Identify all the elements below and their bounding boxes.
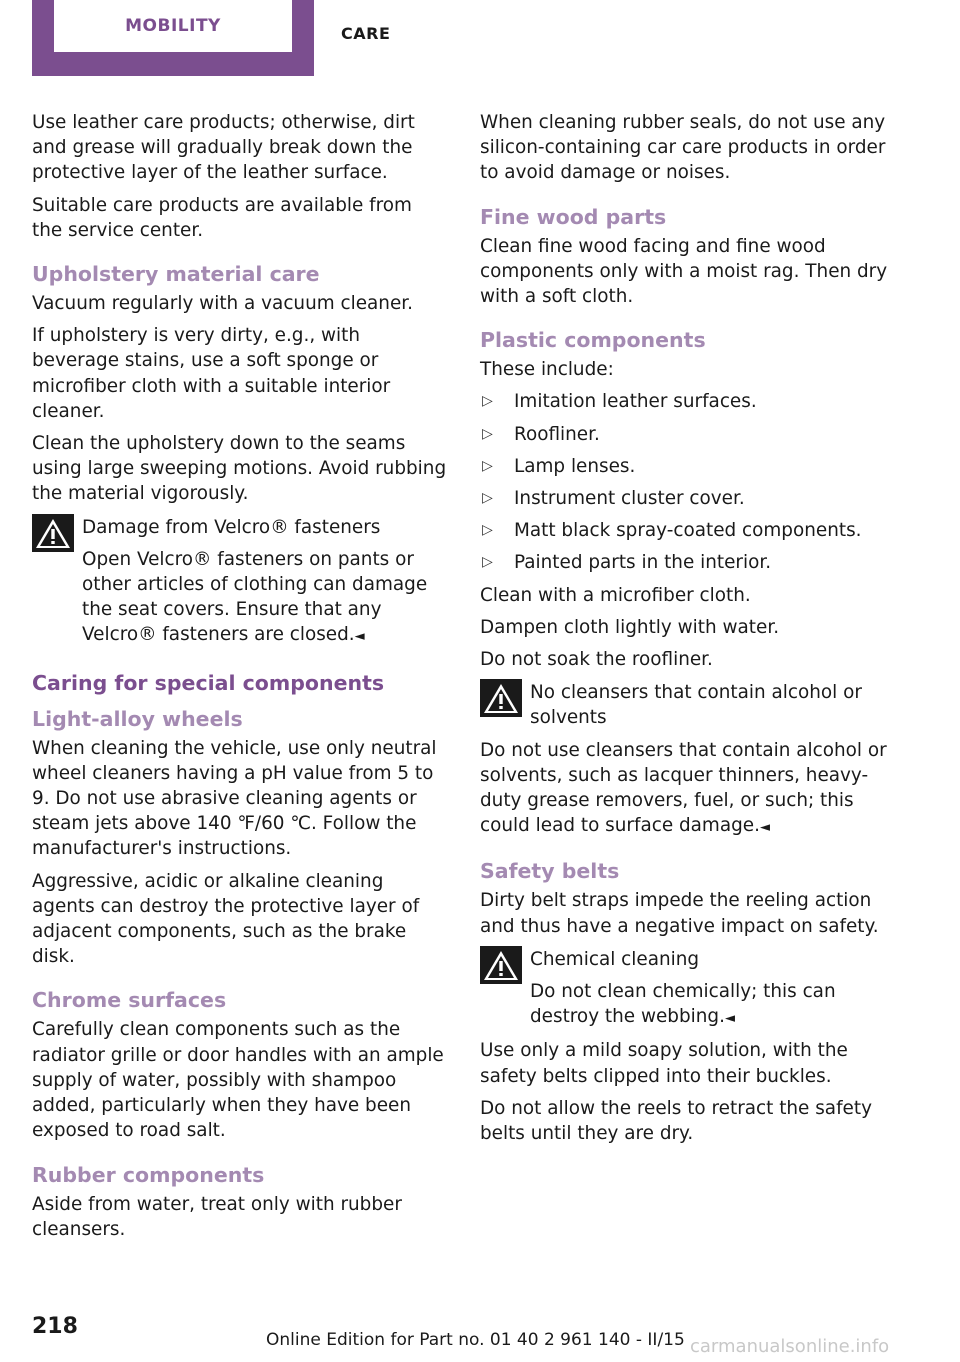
list-item	[480, 454, 895, 479]
bullet-icon: ▷	[482, 393, 493, 410]
paragraph: Do not soak the roofliner.	[480, 649, 713, 671]
paragraph: Clean the upholstery down to the seams using large sweeping motions. Avoid rubbing the material vigorously.	[32, 433, 447, 505]
warning-title: Damage from Velcro® fasteners	[82, 516, 381, 538]
warning-text: Do not clean chemically; this can destroy the webbing.	[530, 981, 836, 1028]
paragraph: Do not allow the reels to retract the safety belts until they are dry.	[480, 1097, 872, 1145]
paragraph: Use only a mild soapy solution, with the safety belts clipped into their buckles.	[480, 1040, 848, 1087]
warning-block	[32, 514, 447, 650]
warning-text-wrap	[32, 547, 447, 650]
paragraph: Use leather care products; otherwise, dirt and grease will gradually break down the protective layer of the leather surface.	[32, 112, 415, 184]
section-heading-upholstery: Upholstery material care	[32, 262, 320, 287]
paragraph: Carefully clean components such as the radiator grille or door handles with an ample supply of water, possibly with shampoo added, particularly when they have been exposed to road salt.	[32, 1019, 444, 1142]
warning-icon	[32, 514, 74, 552]
section-heading-rubber: Rubber components	[32, 1162, 265, 1187]
paragraph: Dirty belt straps impede the reeling action and thus have a negative impact on safety.	[480, 890, 879, 937]
section-heading-plastic: Plastic components	[480, 328, 706, 353]
warning-title: Chemical cleaning	[530, 948, 700, 970]
list-item-text: Roofliner.	[514, 423, 600, 445]
list-item-text: Lamp lenses.	[514, 455, 636, 477]
bullet-icon: ▷	[482, 522, 493, 539]
warning-body	[32, 547, 447, 650]
warning-text-wrap	[480, 738, 895, 841]
paragraph: Clean fine wood facing and fine wood components only with a moist rag. Then dry with a soft cloth.	[480, 235, 888, 308]
paragraph: Suitable care products are available from the service center.	[32, 194, 412, 241]
bullet-icon: ▷	[482, 490, 493, 507]
paragraph: Aggressive, acidic or alkaline cleaning agents can destroy the protective layer of adjacent components, such as the brake disk.	[32, 870, 420, 968]
end-mark: ◄	[354, 629, 365, 645]
paragraph: If upholstery is very dirty, e.g., with beverage stains, use a soft sponge or microfiber cloth with a suitable interior cleaner.	[32, 325, 391, 422]
paragraph: Dampen cloth lightly with water.	[480, 616, 780, 638]
list-item	[480, 486, 895, 511]
end-mark: ◄	[724, 1011, 735, 1027]
warning-text-wrap	[480, 979, 895, 1031]
paragraph: When cleaning rubber seals, do not use any silicon-containing car care products in order to avoid damage or noises.	[480, 112, 886, 184]
warning-block	[480, 946, 895, 1032]
section-heading-wheels: Light-alloy wheels	[32, 706, 243, 731]
watermark: carmanualsonline.info	[690, 1336, 890, 1357]
chapter-title: CARE	[341, 24, 391, 43]
right-column	[480, 110, 895, 1153]
warning-body	[480, 738, 895, 841]
list-item-text: Instrument cluster cover.	[514, 488, 745, 510]
section-tab[interactable]	[32, 0, 314, 76]
paragraph: Clean with a microfiber cloth.	[480, 584, 751, 606]
warning-text: Do not use cleansers that contain alcohol or solvents, such as lacquer thinners, heavy-duty grease removers, fuel, or such; this could lead to surface damage.	[480, 739, 887, 837]
paragraph: These include:	[480, 359, 614, 381]
list-item	[480, 550, 895, 575]
section-heading-special: Caring for special components	[32, 670, 385, 695]
list-item-text: Imitation leather surfaces.	[514, 391, 757, 413]
edition-footer: Online Edition for Part no. 01 40 2 961 140 - II/15	[266, 1330, 685, 1350]
end-mark: ◄	[759, 820, 770, 836]
section-tab-label: MOBILITY	[54, 0, 292, 52]
list-item-text: Matt black spray-coated components.	[514, 520, 862, 542]
paragraph: Vacuum regularly with a vacuum cleaner.	[32, 293, 413, 315]
warning-icon	[480, 679, 522, 717]
bullet-icon: ▷	[482, 425, 493, 442]
section-heading-chrome: Chrome surfaces	[32, 988, 227, 1013]
warning-title: No cleansers that contain alcohol or solvents	[530, 682, 862, 729]
paragraph: Aside from water, treat only with rubber cleansers.	[32, 1193, 402, 1240]
left-column	[32, 110, 447, 1249]
page-number: 218	[32, 1314, 78, 1339]
bullet-icon: ▷	[482, 554, 493, 571]
warning-icon	[480, 946, 522, 984]
list-item	[480, 422, 895, 447]
warning-text: Open Velcro® fasteners on pants or other articles of clothing can damage the seat covers. Ensure that any Velcro® fasteners are closed.	[82, 548, 428, 646]
bullet-icon: ▷	[482, 457, 493, 474]
section-heading-wood: Fine wood parts	[480, 204, 667, 229]
warning-block	[480, 679, 895, 840]
list-item	[480, 518, 895, 543]
warning-body	[480, 979, 895, 1031]
paragraph: When cleaning the vehicle, use only neutral wheel cleaners having a pH value from 5 to 9. Do not use abrasive cleaning agents or steam jets above 140 ℉/60 ℃. Follow the manufacturer's instructions.	[32, 737, 437, 860]
plastic-list	[480, 389, 895, 575]
section-heading-belts: Safety belts	[480, 859, 620, 884]
list-item	[480, 389, 895, 414]
list-item-text: Painted parts in the interior.	[514, 552, 772, 574]
